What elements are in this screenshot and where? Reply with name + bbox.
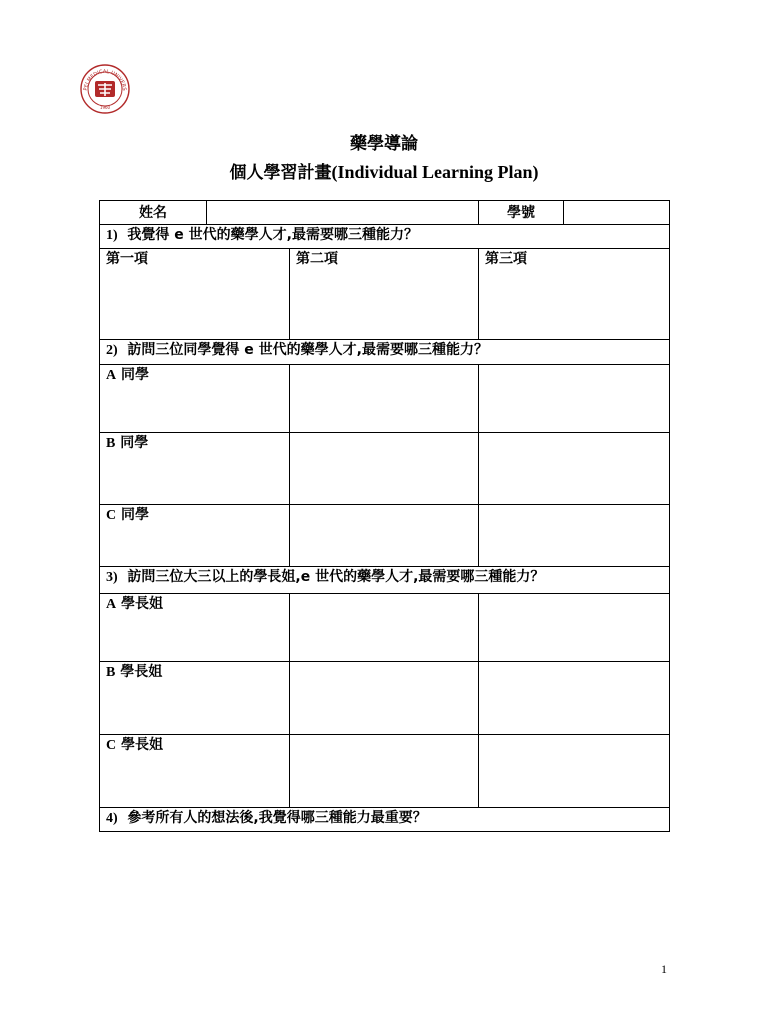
q1-answer-1[interactable] xyxy=(100,249,290,340)
q3-row-c-answer-1[interactable] xyxy=(290,735,479,808)
q3-row-b-answer-2[interactable] xyxy=(479,662,670,735)
q1-col-label-3: 第三項 xyxy=(485,251,527,267)
svg-text:TAIPEI MEDICAL UNIVERSITY: PEI MEDICAL UNIVERS xyxy=(82,68,128,91)
name-field[interactable] xyxy=(207,201,479,225)
question-1-text: 我覺得 e 世代的藥學人才,最需要哪三種能力？ xyxy=(127,227,418,243)
q2-row-a-answer-2[interactable] xyxy=(479,365,670,433)
q2-row-c-label-cell xyxy=(100,505,290,567)
q3-row-c-label-cell xyxy=(100,735,290,808)
q1-col-label-1: 第一項 xyxy=(106,251,148,267)
question-4-number: 4) xyxy=(106,811,118,826)
document-title: 藥學導論 xyxy=(350,134,418,154)
q3-row-b-answer-1[interactable] xyxy=(290,662,479,735)
name-label: 姓名 xyxy=(100,201,207,225)
q2-row-c-label: 同學 xyxy=(121,507,149,523)
q2-row-c-letter: C xyxy=(106,508,117,523)
student-id-label: 學號 xyxy=(479,201,564,225)
q2-row-b-label: 同學 xyxy=(120,435,149,451)
q2-row-b-letter: B xyxy=(106,436,116,451)
subtitle-latin: (Individual Learning Plan) xyxy=(331,162,539,182)
q3-row-b-label-cell xyxy=(100,662,290,735)
q3-row-a-label: 學長姐 xyxy=(121,596,163,612)
q2-row-c-answer-1[interactable] xyxy=(290,505,479,567)
q2-row-c-answer-2[interactable] xyxy=(479,505,670,567)
q2-row-a-letter: A xyxy=(106,368,117,383)
q2-row-a-label: 同學 xyxy=(121,367,149,383)
q3-row-a-letter: A xyxy=(106,597,117,612)
document-subtitle xyxy=(0,158,768,183)
subtitle-cjk: 個人學習計畫 xyxy=(229,163,332,183)
q3-row-a-answer-1[interactable] xyxy=(290,594,479,662)
q2-row-b-label-cell xyxy=(100,433,290,505)
university-logo xyxy=(80,64,130,114)
question-2 xyxy=(100,340,670,365)
question-2-text: 訪問三位同學覺得 e 世代的藥學人才,最需要哪三種能力？ xyxy=(127,342,488,358)
q2-row-a-label-cell xyxy=(100,365,290,433)
q3-row-c-label: 學長姐 xyxy=(121,737,163,753)
question-3-text: 訪問三位大三以上的學長姐,e 世代的藥學人才,最需要哪三種能力？ xyxy=(127,569,545,585)
q1-answer-2[interactable] xyxy=(290,249,479,340)
question-1 xyxy=(100,225,670,249)
q1-col-label-2: 第二項 xyxy=(296,251,338,267)
q3-row-b-letter: B xyxy=(106,665,116,680)
learning-plan-table xyxy=(99,200,670,832)
q2-row-b-answer-2[interactable] xyxy=(479,433,670,505)
page-number: 1 xyxy=(661,962,667,976)
student-id-field[interactable] xyxy=(564,201,670,225)
q3-row-b-label: 學長姐 xyxy=(120,664,163,680)
q2-row-b-answer-1[interactable] xyxy=(290,433,479,505)
question-4 xyxy=(100,808,670,832)
svg-text:1960: 1960 xyxy=(99,105,111,110)
q3-row-c-answer-2[interactable] xyxy=(479,735,670,808)
q2-row-a-answer-1[interactable] xyxy=(290,365,479,433)
q1-answer-3[interactable] xyxy=(479,249,670,340)
q3-row-a-answer-2[interactable] xyxy=(479,594,670,662)
question-2-number: 2) xyxy=(106,343,118,358)
question-3 xyxy=(100,567,670,594)
q3-row-a-label-cell xyxy=(100,594,290,662)
question-4-text: 參考所有人的想法後,我覺得哪三種能力最重要？ xyxy=(127,810,427,826)
q3-row-c-letter: C xyxy=(106,738,117,753)
question-1-number: 1) xyxy=(106,228,118,243)
question-3-number: 3) xyxy=(106,570,118,585)
